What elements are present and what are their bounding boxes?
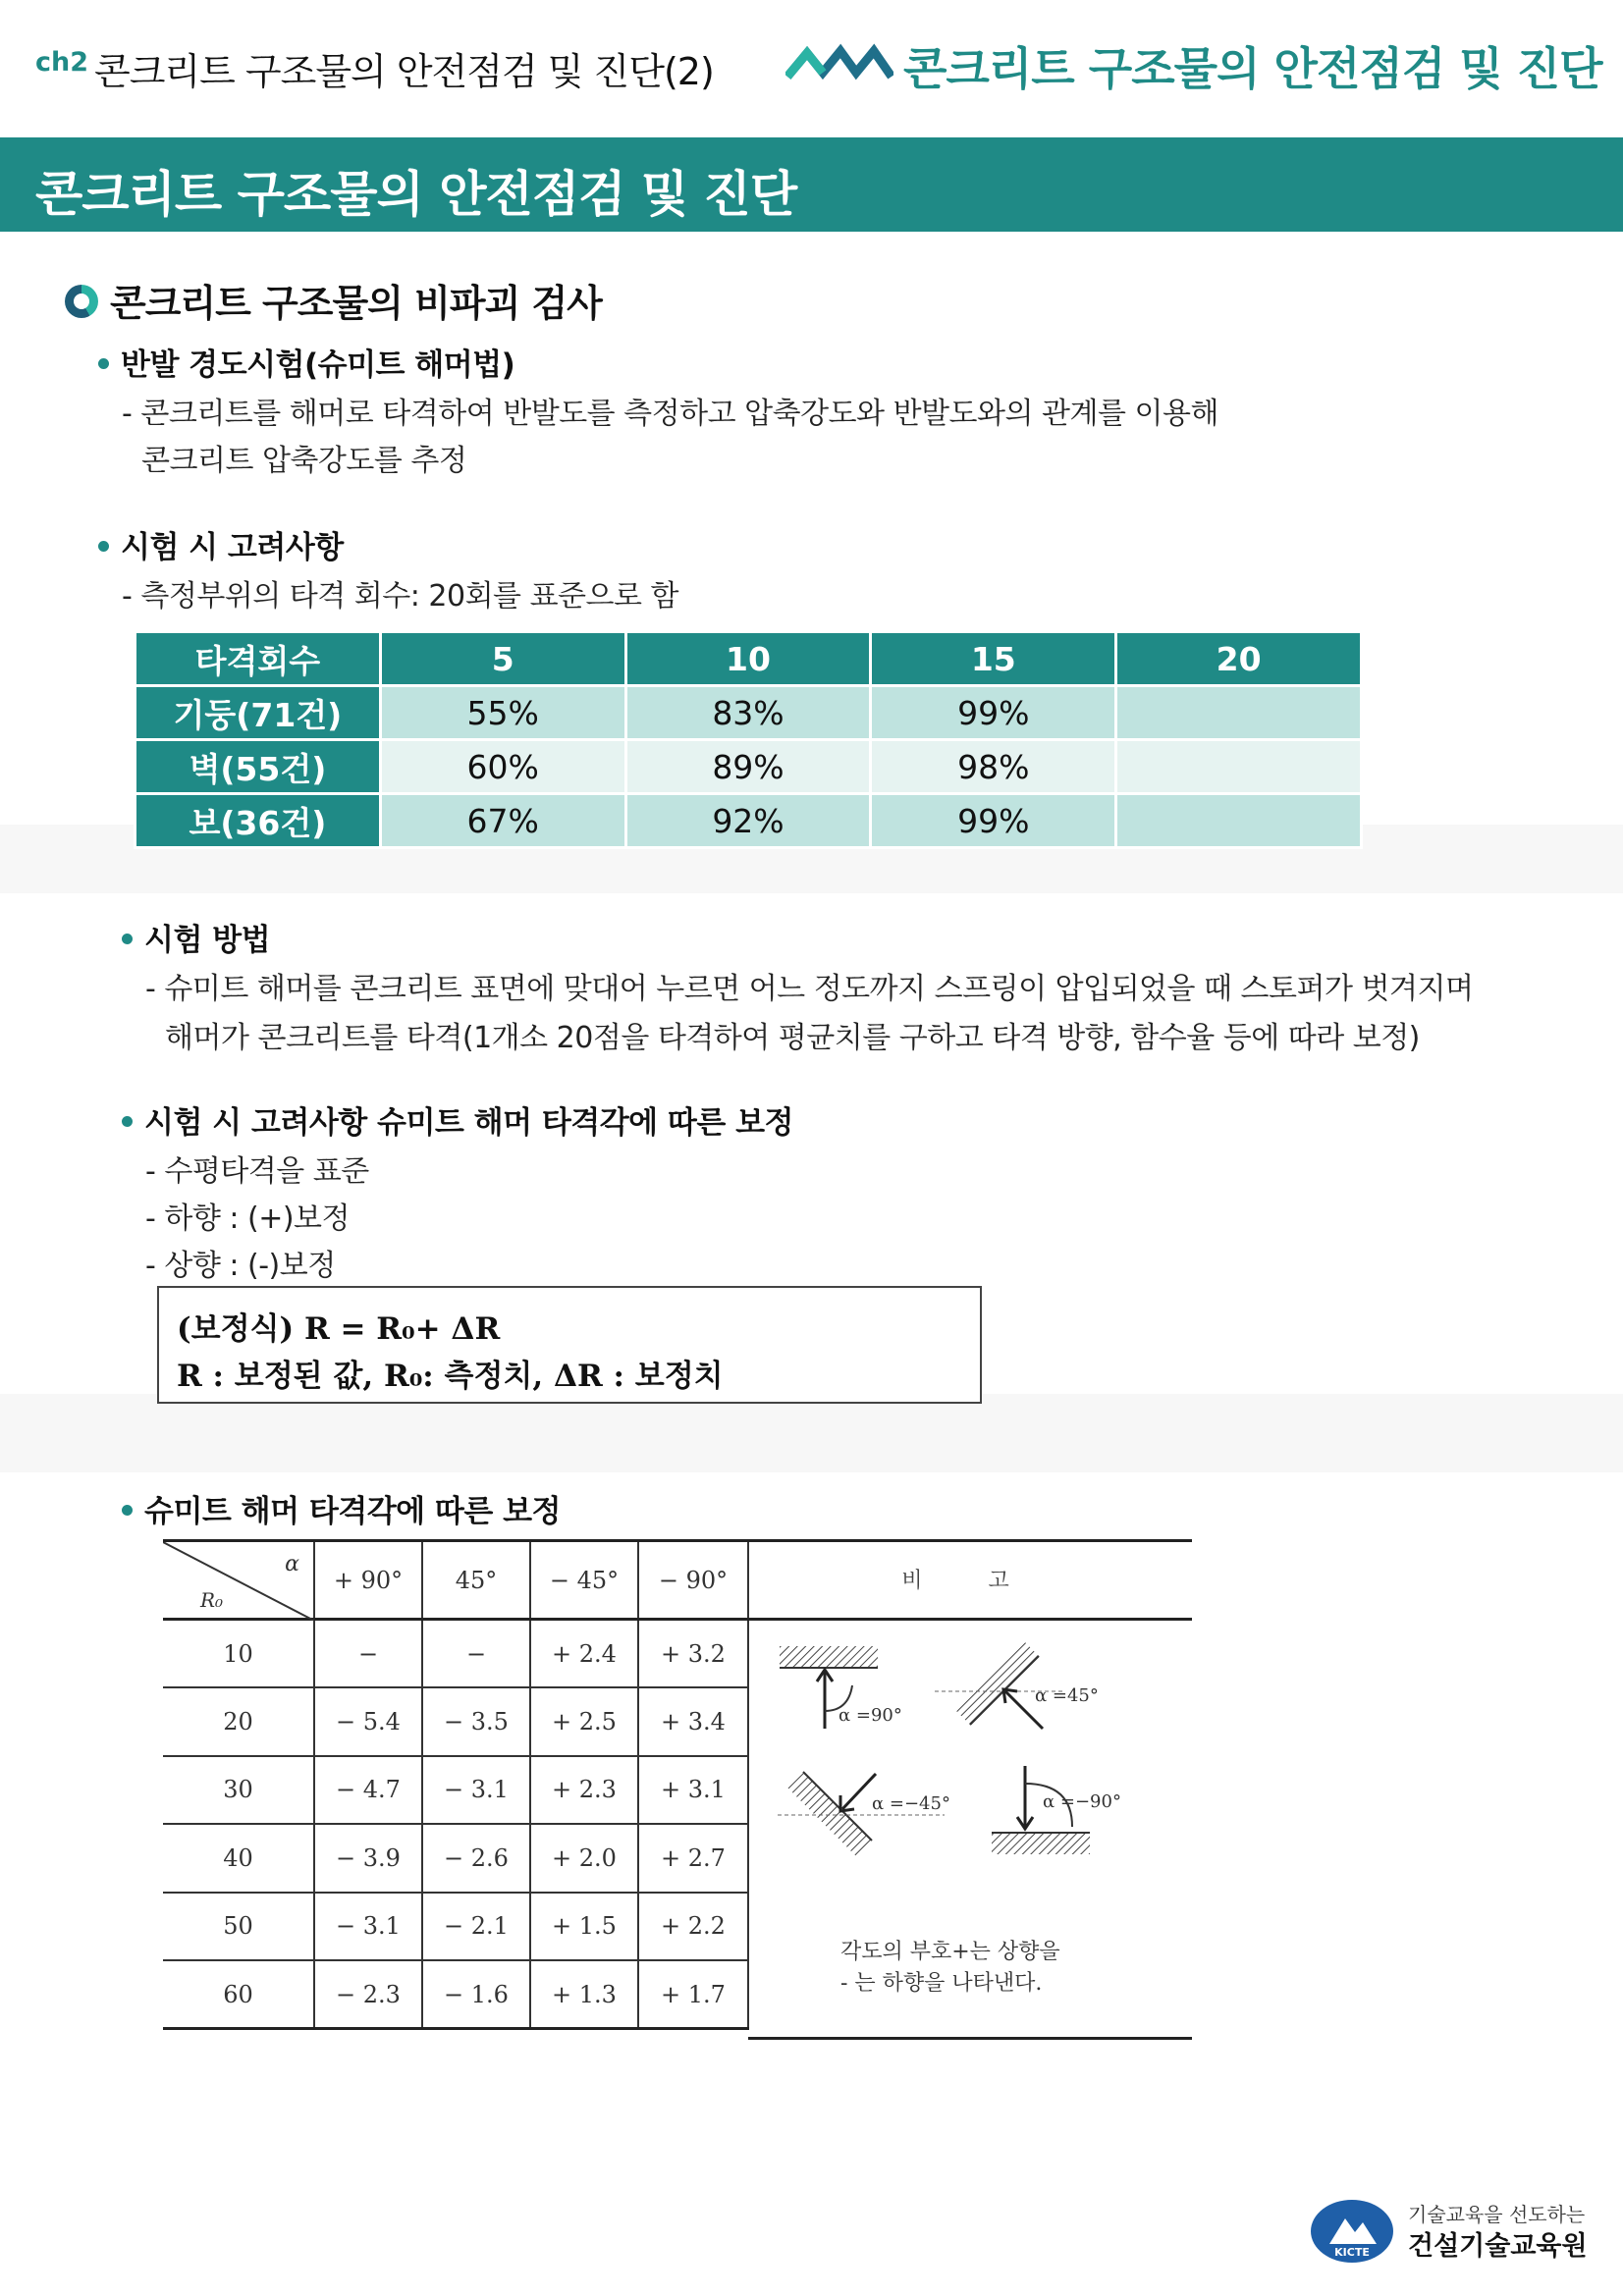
alpha-label: α [285, 1552, 299, 1576]
row-label: 기둥(71건) [135, 686, 381, 740]
diagram-label-minus90: α =−90° [1043, 1791, 1121, 1812]
table-cell: + 1.7 [638, 1960, 748, 2029]
diagram-plus45 [935, 1640, 1099, 1729]
table-cell: + 3.1 [638, 1756, 748, 1825]
table-header-row [135, 632, 1362, 686]
kicte-logo-icon [1310, 2199, 1394, 2264]
row-label: 보(36건) [135, 794, 381, 848]
table-row [163, 1960, 748, 2029]
remarks-header: 비 고 [748, 1542, 1192, 1621]
table-row [135, 794, 1362, 848]
table-cell: − 3.5 [422, 1687, 530, 1756]
page-header [0, 0, 1623, 137]
table-header-cell: 15 [871, 632, 1116, 686]
subheading-correction-table: 슈미트 해머 타격각에 따른 보정 [122, 1486, 561, 1530]
footer-tagline: 기술교육을 선도하는 [1408, 2203, 1586, 2226]
formula-legend: R : 보정된 값, R₀: 측정치, ΔR : 보정치 [177, 1359, 724, 1394]
r0-cell: 20 [163, 1687, 314, 1756]
table-row [163, 1620, 748, 1688]
table-row [163, 1893, 748, 1961]
remarks-line-2: - 는 하향을 나타낸다. [840, 1971, 1043, 1996]
table-cell: + 2.7 [638, 1824, 748, 1893]
section-title: 콘크리트 구조물의 비파괴 검사 [110, 282, 602, 325]
footer-org-name: 건설기술교육원 [1408, 2231, 1588, 2262]
subheading-rebound: 반발 경도시험(슈미트 해머법) [98, 340, 514, 384]
diagram-label-plus45: α =45° [1035, 1685, 1099, 1706]
subheading-considerations: 시험 시 고려사항 [98, 522, 344, 566]
table-cell: − 1.6 [422, 1960, 530, 2029]
table-cell: − 2.3 [314, 1960, 422, 2029]
title-banner [0, 137, 1623, 232]
table-cell: + 2.2 [638, 1893, 748, 1961]
table-cell: + 1.5 [530, 1893, 638, 1961]
diagram-label-minus45: α =−45° [872, 1793, 950, 1814]
bullet-icon [98, 358, 109, 369]
table-header-cell: 타격회수 [135, 632, 381, 686]
row-label: 벽(55건) [135, 740, 381, 794]
table-cell: 55% [380, 686, 625, 740]
brand-title: 콘크리트 구조물의 안전점검 및 진단 [903, 42, 1602, 95]
r0-label: R₀ [200, 1588, 224, 1612]
table-header-cell: 5 [380, 632, 625, 686]
diagram-minus90 [992, 1766, 1121, 1854]
table-cell [1116, 740, 1362, 794]
table-cell: − 4.7 [314, 1756, 422, 1825]
table-cell: + 2.3 [530, 1756, 638, 1825]
strike-angle-diagrams [778, 1640, 1170, 1925]
table-cell: − [314, 1620, 422, 1688]
table-cell: 99% [871, 686, 1116, 740]
table-cell: − 3.1 [314, 1893, 422, 1961]
r0-cell: 60 [163, 1960, 314, 2029]
chapter-label: ch2 [35, 47, 89, 78]
table-row [135, 686, 1362, 740]
rebound-line-1: - 콘크리트를 해머로 타격하여 반발도를 측정하고 압축강도와 반발도와의 관계를 이용해 [122, 397, 1218, 431]
table-cell: + 3.2 [638, 1620, 748, 1688]
method-line-2: 해머가 콘크리트를 타격(1개소 20점을 타격하여 평균치를 구하고 타격 방향, 함수율 등에 따라 보정) [165, 1021, 1420, 1055]
remarks-column [748, 1539, 1192, 2040]
table-header-cell: 10 [625, 632, 871, 686]
table-cell: − 2.1 [422, 1893, 530, 1961]
table-row [163, 1687, 748, 1756]
table-row [163, 1824, 748, 1893]
table-header-cell: 20 [1116, 632, 1362, 686]
table-cell: 99% [871, 794, 1116, 848]
table-cell: − 3.1 [422, 1756, 530, 1825]
r0-cell: 10 [163, 1620, 314, 1688]
considerations-line-1: - 측정부위의 타격 회수: 20회를 표준으로 함 [122, 579, 679, 614]
table-cell: + 3.4 [638, 1687, 748, 1756]
bullet-icon [122, 1116, 133, 1127]
angle-line-1: - 수평타격을 표준 [145, 1154, 369, 1189]
section-ring-icon [65, 285, 98, 318]
chapter-title: 콘크리트 구조물의 안전점검 및 진단(2) [94, 50, 714, 93]
method-line-1: - 슈미트 해머를 콘크리트 표면에 맞대어 누르면 어느 정도까지 스프링이 압입되었을 때 스토퍼가 벗겨지며 [145, 972, 1474, 1006]
formula-box [157, 1286, 982, 1404]
table-cell: − 2.6 [422, 1824, 530, 1893]
table-cell: − 3.9 [314, 1824, 422, 1893]
angle-header: − 90° [638, 1541, 748, 1620]
correction-table [163, 1539, 749, 2030]
angle-line-2: - 하향 : (+)보정 [145, 1201, 351, 1236]
brand-wave-icon [785, 43, 893, 82]
table-cell: − 5.4 [314, 1687, 422, 1756]
subheading-angle-correction: 시험 시 고려사항 슈미트 해머 타격각에 따른 보정 [122, 1097, 793, 1142]
logo-text: KICTE [1334, 2246, 1370, 2259]
angle-header: + 90° [314, 1541, 422, 1620]
table-cell: + 2.4 [530, 1620, 638, 1688]
subheading-method: 시험 방법 [122, 915, 270, 959]
table-cell: 98% [871, 740, 1116, 794]
r0-cell: 50 [163, 1893, 314, 1961]
remarks-line-1: 각도의 부호+는 상향을 [840, 1940, 1060, 1964]
rebound-line-2: 콘크리트 압축강도를 추정 [141, 444, 467, 478]
r0-cell: 40 [163, 1824, 314, 1893]
table-row [135, 740, 1362, 794]
hit-count-table [134, 630, 1363, 849]
table-cell: 89% [625, 740, 871, 794]
r0-cell: 30 [163, 1756, 314, 1825]
angle-line-3: - 상향 : (-)보정 [145, 1249, 336, 1283]
bullet-icon [122, 1505, 133, 1516]
table-cell: + 2.5 [530, 1687, 638, 1756]
bullet-icon [122, 934, 133, 944]
diagonal-header-cell [163, 1541, 314, 1620]
table-cell: + 2.0 [530, 1824, 638, 1893]
table-cell: 92% [625, 794, 871, 848]
table-row [163, 1756, 748, 1825]
angle-header: − 45° [530, 1541, 638, 1620]
shade-band [0, 1394, 1623, 1472]
table-cell: 67% [380, 794, 625, 848]
diagram-plus90 [780, 1646, 902, 1729]
table-header-row [163, 1541, 748, 1620]
table-cell: + 1.3 [530, 1960, 638, 2029]
table-cell: − [422, 1620, 530, 1688]
formula-equation: (보정식) R = R₀+ ΔR [177, 1311, 501, 1347]
table-cell: 83% [625, 686, 871, 740]
table-cell: 60% [380, 740, 625, 794]
angle-header: 45° [422, 1541, 530, 1620]
diagram-minus45 [778, 1772, 950, 1856]
correction-table-figure [163, 1539, 1192, 2040]
banner-title: 콘크리트 구조물의 안전점검 및 진단 [35, 166, 797, 223]
table-cell [1116, 686, 1362, 740]
diagram-label-plus90: α =90° [839, 1705, 902, 1726]
bullet-icon [98, 541, 109, 552]
table-cell [1116, 794, 1362, 848]
